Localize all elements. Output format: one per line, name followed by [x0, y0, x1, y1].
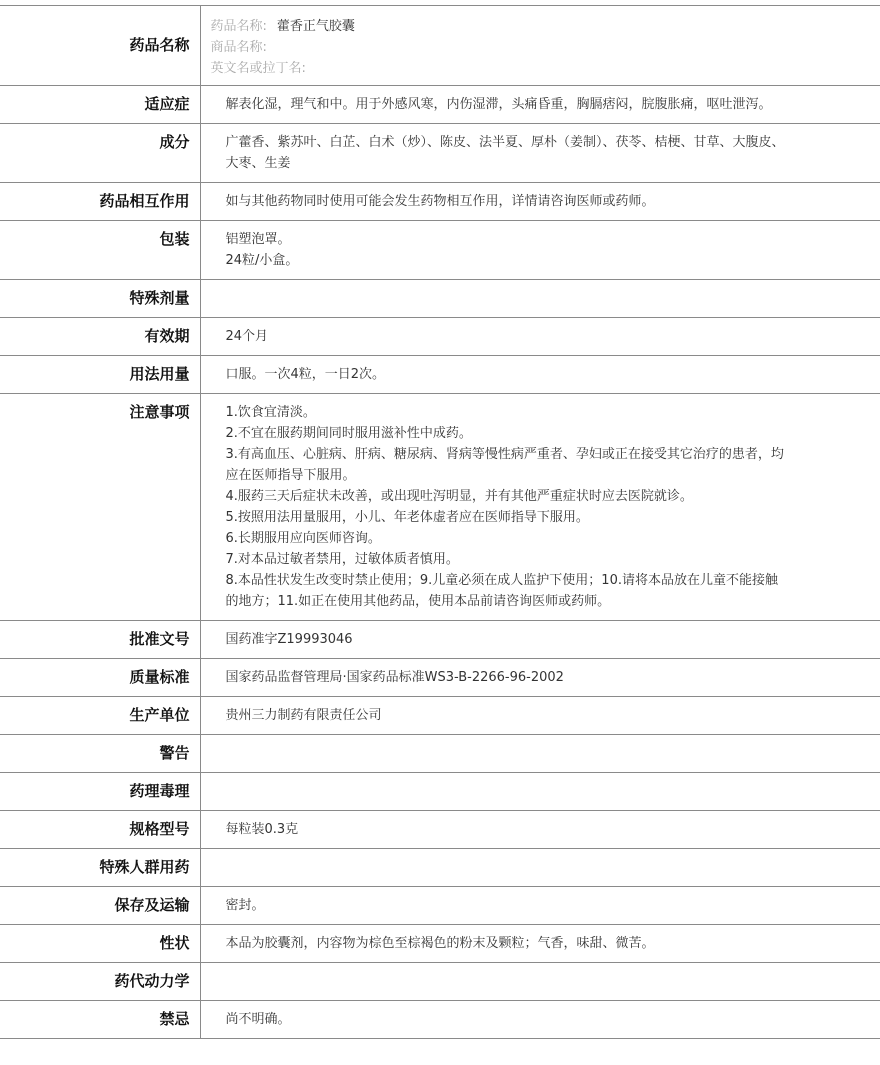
generic-name-key: 药品名称:: [210, 19, 267, 34]
value-pharmacokinetics: [200, 963, 880, 1001]
label-toxicology: 药理毒理: [0, 773, 200, 811]
row-contraindications: [0, 1001, 880, 1039]
value-packaging: [200, 221, 880, 280]
row-storage: [0, 887, 880, 925]
label-special-population: 特殊人群用药: [0, 849, 200, 887]
label-quality-standard: 质量标准: [0, 659, 200, 697]
packaging-line: 24粒/小盒。: [225, 253, 299, 268]
trade-name-key: 商品名称:: [210, 40, 267, 55]
row-shelf-life: [0, 318, 880, 356]
precaution-item: 2.不宜在服药期间同时服用滋补性中成药。: [225, 426, 472, 441]
precaution-item: 5.按照用法用量服用，小儿、年老体虚者应在医师指导下服用。: [225, 510, 589, 525]
label-drug-name: 药品名称: [0, 6, 200, 86]
row-quality-standard: [0, 659, 880, 697]
row-ingredients: [0, 124, 880, 183]
row-drug-name: [0, 6, 880, 86]
value-toxicology: [200, 773, 880, 811]
row-dosage: [0, 356, 880, 394]
label-ingredients: 成分: [0, 124, 200, 183]
label-contraindications: 禁忌: [0, 1001, 200, 1039]
row-interactions: [0, 183, 880, 221]
value-indications: 解表化湿，理气和中。用于外感风寒，内伤湿滞，头痛昏重，胸膈痞闷，脘腹胀痛，呕吐泄泻。: [225, 97, 772, 112]
row-indications: [0, 86, 880, 124]
value-contraindications: 尚不明确。: [225, 1012, 291, 1027]
value-precautions: [200, 394, 880, 621]
row-specification: [0, 811, 880, 849]
value-description: 本品为胶囊剂，内容物为棕色至棕褐色的粉末及颗粒；气香，味甜、微苦。: [225, 936, 655, 951]
row-precautions: [0, 394, 880, 621]
precaution-item: 3.有高血压、心脏病、肝病、糖尿病、肾病等慢性病严重者、孕妇或正在接受其它治疗的患者，均应在医师指导下服用。: [225, 447, 784, 483]
label-shelf-life: 有效期: [0, 318, 200, 356]
value-warning: [200, 735, 880, 773]
generic-name-line: [211, 16, 861, 37]
row-special-dosage: [0, 280, 880, 318]
value-special-population: [200, 849, 880, 887]
label-pharmacokinetics: 药代动力学: [0, 963, 200, 1001]
row-toxicology: [0, 773, 880, 811]
label-description: 性状: [0, 925, 200, 963]
label-indications: 适应症: [0, 86, 200, 124]
english-name-key: 英文名或拉丁名:: [210, 61, 306, 76]
value-quality-standard: 国家药品监督管理局·国家药品标准WS3-B-2266-96-2002: [225, 670, 564, 685]
label-manufacturer: 生产单位: [0, 697, 200, 735]
row-description: [0, 925, 880, 963]
row-approval-number: [0, 621, 880, 659]
value-specification: 每粒装0.3克: [225, 822, 299, 837]
label-precautions: 注意事项: [0, 394, 200, 621]
row-pharmacokinetics: [0, 963, 880, 1001]
value-drug-name: [200, 6, 880, 86]
label-special-dosage: 特殊剂量: [0, 280, 200, 318]
value-manufacturer: 贵州三力制药有限责任公司: [225, 708, 382, 723]
precaution-item: 8.本品性状发生改变时禁止使用；9.儿童必须在成人监护下使用；10.请将本品放在儿童不能接触的地方；11.如正在使用其他药品，使用本品前请咨询医师或药师。: [225, 573, 778, 609]
precaution-item: 7.对本品过敏者禁用，过敏体质者慎用。: [225, 552, 459, 567]
precaution-item: 4.服药三天后症状未改善，或出现吐泻明显，并有其他严重症状时应去医院就诊。: [225, 489, 693, 504]
row-packaging: [0, 221, 880, 280]
precaution-item: 1.饮食宜清淡。: [225, 405, 316, 420]
generic-name-value: 藿香正气胶囊: [276, 19, 355, 34]
value-storage: 密封。: [225, 898, 265, 913]
value-ingredients: 广藿香、紫苏叶、白芷、白术（炒）、陈皮、法半夏、厚朴（姜制）、茯苓、桔梗、甘草、大腹皮、大枣、生姜: [225, 135, 785, 171]
label-storage: 保存及运输: [0, 887, 200, 925]
value-dosage: 口服。一次4粒，一日2次。: [225, 367, 386, 382]
label-dosage: 用法用量: [0, 356, 200, 394]
packaging-line: 铝塑泡罩。: [225, 232, 291, 247]
value-special-dosage: [200, 280, 880, 318]
label-approval-number: 批准文号: [0, 621, 200, 659]
drug-spec-table: [0, 5, 880, 1039]
row-manufacturer: [0, 697, 880, 735]
label-specification: 规格型号: [0, 811, 200, 849]
value-shelf-life: 24个月: [225, 329, 269, 344]
label-warning: 警告: [0, 735, 200, 773]
label-packaging: 包装: [0, 221, 200, 280]
precaution-item: 6.长期服用应向医师咨询。: [225, 531, 381, 546]
value-approval-number: 国药准字Z19993046: [225, 632, 353, 647]
value-interactions: 如与其他药物同时使用可能会发生药物相互作用，详情请咨询医师或药师。: [225, 194, 655, 209]
row-warning: [0, 735, 880, 773]
label-interactions: 药品相互作用: [0, 183, 200, 221]
row-special-population: [0, 849, 880, 887]
